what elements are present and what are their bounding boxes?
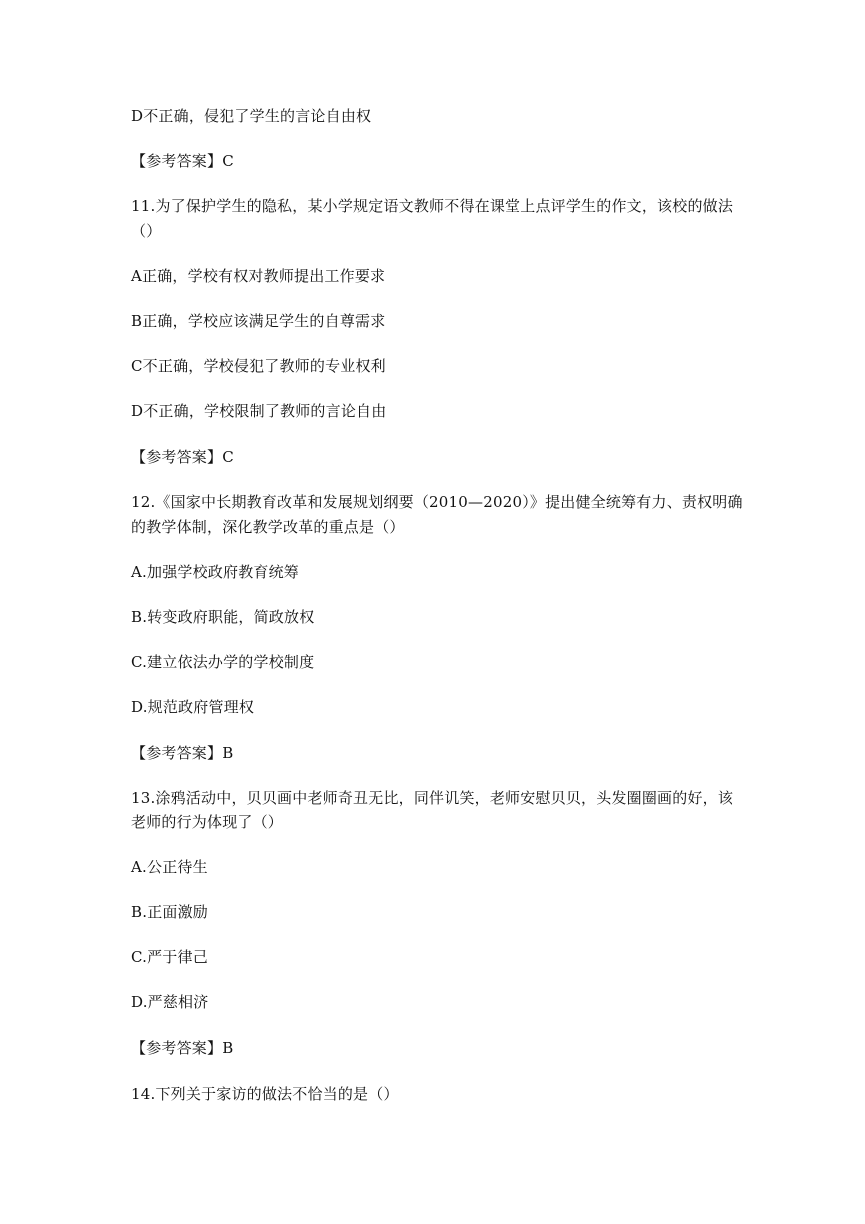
option-c-q11: C不正确，学校侵犯了教师的专业权利 xyxy=(131,357,386,375)
question-11-line-1: 11.为了保护学生的隐私，某小学规定语文教师不得在课堂上点评学生的作文，该校的做法 xyxy=(131,197,734,215)
option-d-q11: D不正确，学校限制了教师的言论自由 xyxy=(131,402,387,420)
option-d-q10: D不正确，侵犯了学生的言论自由权 xyxy=(131,107,372,125)
answer-q10: 【参考答案】C xyxy=(131,152,234,170)
option-b-q11: B正确，学校应该满足学生的自尊需求 xyxy=(131,312,386,330)
question-13-line-2: 老师的行为体现了（） xyxy=(131,813,284,831)
question-12-line-1: 12.《国家中长期教育改革和发展规划纲要（2010—2020）》提出健全统筹有力、责权明确 xyxy=(131,493,743,511)
answer-q13: 【参考答案】B xyxy=(131,1039,234,1057)
option-c-q13: C.严于律己 xyxy=(131,948,208,966)
option-d-q12: D.规范政府管理权 xyxy=(131,698,255,716)
option-c-q12: C.建立依法办学的学校制度 xyxy=(131,653,315,671)
option-d-q13: D.严慈相济 xyxy=(131,993,209,1011)
answer-q11: 【参考答案】C xyxy=(131,448,234,466)
answer-q12: 【参考答案】B xyxy=(131,744,234,762)
option-a-q12: A.加强学校政府教育统筹 xyxy=(131,563,300,581)
question-12-line-2: 的教学体制，深化教学改革的重点是（） xyxy=(131,518,405,536)
option-a-q13: A.公正待生 xyxy=(131,858,208,876)
question-13-line-1: 13.涂鸦活动中，贝贝画中老师奇丑无比，同伴讥笑，老师安慰贝贝，头发圈圈画的好，该 xyxy=(131,789,734,807)
option-a-q11: A正确，学校有权对教师提出工作要求 xyxy=(131,267,386,285)
question-14-line-1: 14.下列关于家访的做法不恰当的是（） xyxy=(131,1085,399,1103)
question-11-line-2: （） xyxy=(131,222,162,240)
option-b-q12: B.转变政府职能，简政放权 xyxy=(131,608,315,626)
option-b-q13: B.正面激励 xyxy=(131,903,208,921)
